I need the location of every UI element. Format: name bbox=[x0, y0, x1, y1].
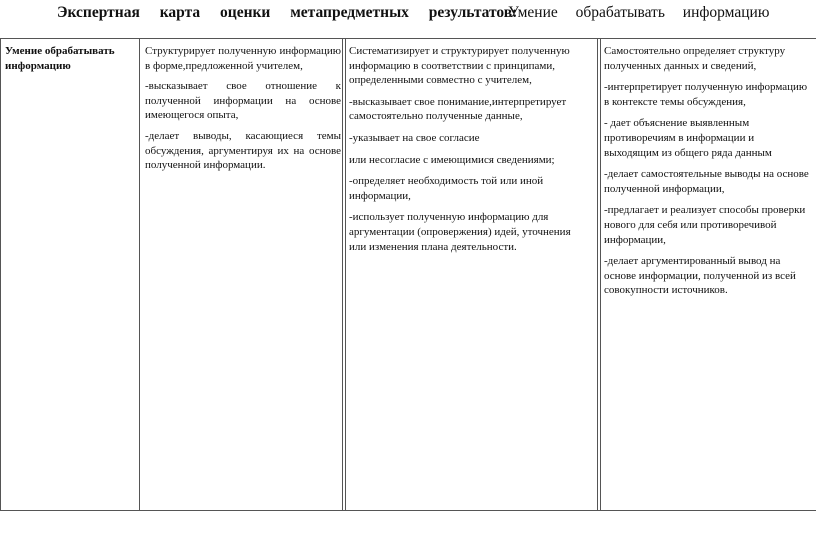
level-3-item: -интерпретирует полученную информацию в контексте темы обсуждения, bbox=[604, 81, 808, 108]
level-3-item: -делает самостоятельные выводы на основе полученной информации, bbox=[604, 168, 809, 195]
level-3-item: Самостоятельно определяет структуру полученных данных и сведений, bbox=[604, 45, 786, 72]
table-left-border bbox=[0, 38, 1, 511]
level-2-item: Систематизирует и структурирует полученную информацию в соответствии с принципами, определенными совместно с учителем, bbox=[349, 45, 570, 87]
level-2-cell bbox=[349, 44, 589, 261]
level-3-item: -делает аргументированный вывод на основе информации, полученной из всей совокупности источников. bbox=[604, 255, 796, 297]
level-2-item: или несогласие с имеющимися сведениями; bbox=[349, 153, 555, 166]
level-3-cell bbox=[604, 44, 809, 305]
column-divider-2a bbox=[342, 38, 343, 511]
level-2-item: -высказывает свое понимание,интерпретирует самостоятельно полученные данные, bbox=[349, 95, 567, 123]
level-1-item: -делает выводы, касающиеся темы обсуждения, аргументируя их на основе полученной информации. bbox=[145, 129, 341, 172]
level-2-item: -указывает на свое согласие bbox=[349, 131, 480, 144]
level-1-item: -высказывает свое отношение к полученной информации на основе имеющегося опыта, bbox=[145, 80, 341, 122]
level-3-item: -предлагает и реализует способы проверки нового для себя или противоречивой информации, bbox=[604, 204, 806, 246]
column-divider-3a bbox=[597, 38, 598, 511]
column-divider-2b bbox=[345, 38, 346, 511]
skill-cell bbox=[5, 44, 125, 73]
level-3-item: - дает объяснение выявленным противоречиям в информации и выходящим из общего ряда данным bbox=[604, 117, 772, 159]
level-1-cell bbox=[145, 44, 341, 179]
table-top-border bbox=[0, 38, 816, 39]
column-divider-1 bbox=[139, 38, 140, 511]
column-divider-3b bbox=[600, 38, 601, 511]
table-bottom-border bbox=[0, 510, 816, 511]
level-1-item: Структурирует полученную информацию в форме,предложенной учителем, bbox=[145, 45, 341, 72]
skill-label: Умение обрабатывать информацию bbox=[5, 45, 115, 72]
document-title bbox=[0, 2, 816, 24]
title-bold-part: Экспертная карта оценки метапредметных результатов: bbox=[57, 4, 518, 21]
level-2-item: -использует полученную информацию для аргументации (опровержения) идей, уточнения или изменения плана деятельности. bbox=[349, 211, 571, 253]
level-2-item: -определяет необходимость той или иной информации, bbox=[349, 175, 544, 202]
title-normal-part: Умение обрабатывать информацию bbox=[508, 4, 770, 21]
